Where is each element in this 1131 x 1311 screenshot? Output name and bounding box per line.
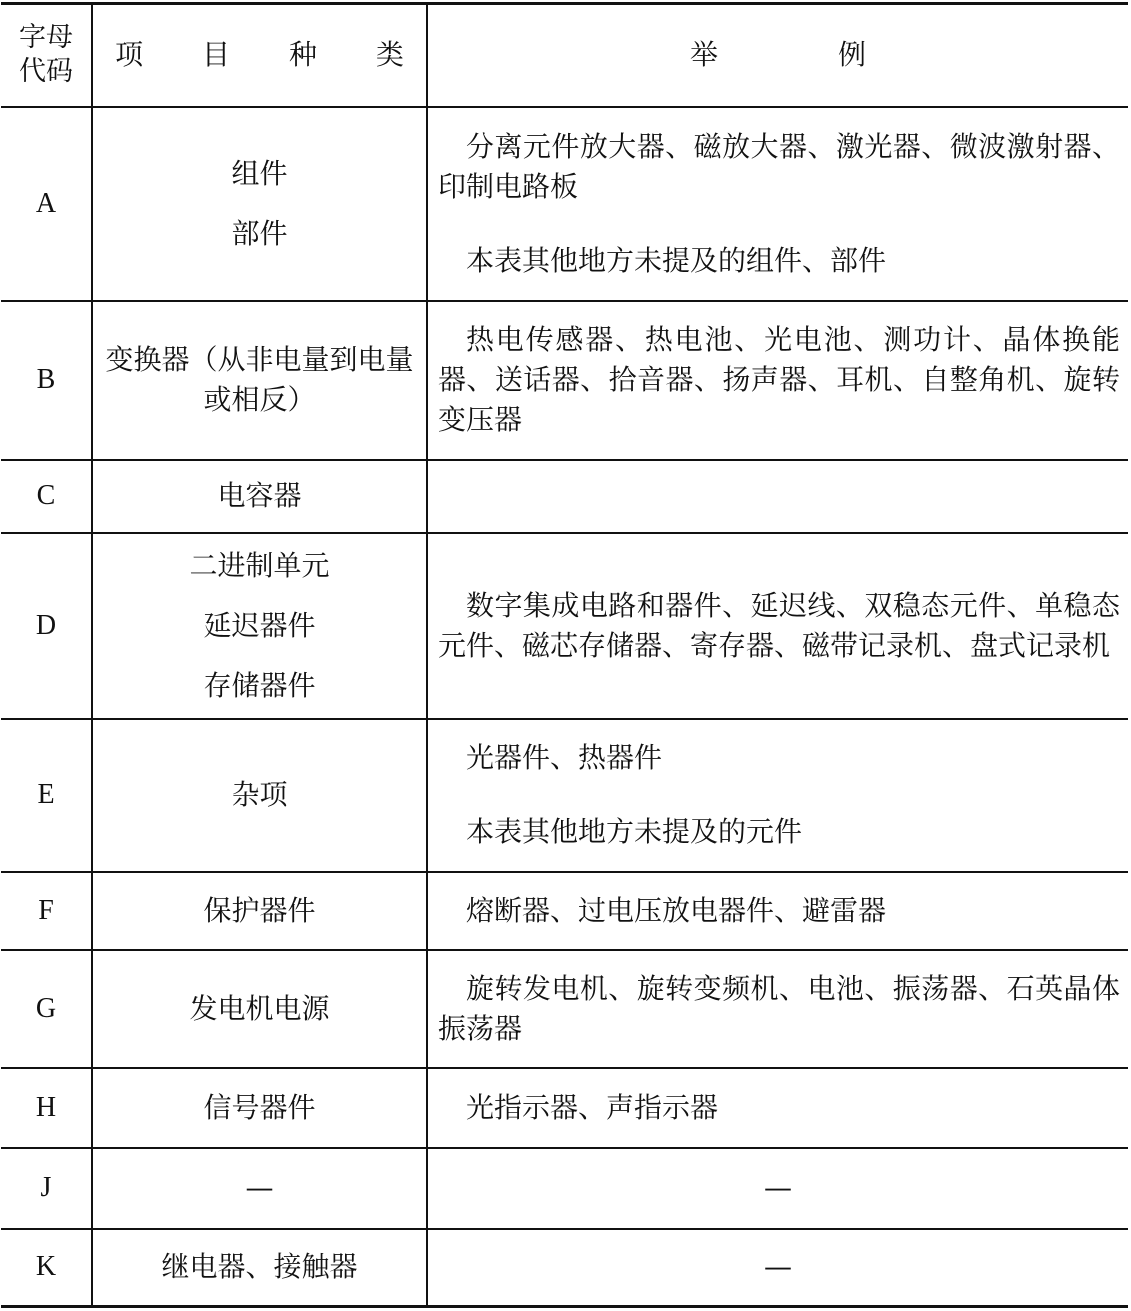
row-example-paragraph: 熔断器、过电压放电器件、避雷器	[466, 893, 887, 927]
row-type	[92, 950, 427, 1068]
table-row	[1, 719, 1128, 872]
row-example-paragraph: 光指示器、声指示器	[466, 1090, 719, 1124]
row-type-line: 延迟器件	[203, 608, 316, 642]
row-example-paragraph: 数字集成电路和器件、延迟线、双稳态元件、单稳态元件、磁芯存储器、寄存器、磁带记录机、盘式记录机	[438, 588, 1120, 662]
row-example-paragraph: 热电传感器、热电池、光电池、测功计、晶体换能器、送话器、拾音器、扬声器、耳机、自整角机、旋转变压器	[438, 323, 1120, 436]
row-code: K	[1, 1229, 92, 1307]
header-example-right: 例	[838, 38, 867, 72]
header-item-type	[92, 4, 427, 107]
row-type-line: 变换器（从非电量到电量或相反）	[105, 343, 414, 416]
row-type	[92, 719, 427, 872]
row-type	[92, 533, 427, 719]
row-example	[427, 460, 1128, 533]
table-row	[1, 872, 1128, 950]
row-type	[92, 301, 427, 460]
row-example: —	[427, 1229, 1128, 1307]
header-example-left: 举	[689, 38, 718, 72]
row-type-line: 保护器件	[203, 893, 316, 927]
header-letter-code-line1: 字母	[19, 22, 73, 54]
header-item-type-label: 项 目 种 类	[115, 38, 422, 72]
row-code: A	[1, 107, 92, 301]
row-code: H	[1, 1068, 92, 1148]
row-example-paragraph: 旋转发电机、旋转变频机、电池、振荡器、石英晶体振荡器	[438, 971, 1120, 1045]
row-type	[92, 1068, 427, 1148]
row-example-paragraph: 本表其他地方未提及的元件	[466, 815, 803, 848]
row-type	[92, 872, 427, 950]
row-code: C	[1, 460, 92, 533]
table-row	[1, 107, 1128, 301]
row-type-line: —	[245, 1171, 274, 1204]
row-type-line: 发电机电源	[189, 991, 330, 1025]
table-row	[1, 460, 1128, 533]
row-example	[427, 1068, 1128, 1148]
letter-code-table	[1, 2, 1128, 1308]
row-code: J	[1, 1148, 92, 1229]
row-type-line: 电容器	[217, 479, 302, 512]
row-type-line: 杂项	[231, 778, 288, 811]
row-type	[92, 1148, 427, 1229]
header-letter-code-line2: 代码	[19, 56, 73, 88]
row-type-line: 部件	[231, 216, 288, 250]
row-code: E	[1, 719, 92, 872]
row-example	[427, 950, 1128, 1068]
row-example: —	[427, 1148, 1128, 1229]
row-example-paragraph: 本表其他地方未提及的组件、部件	[466, 243, 887, 277]
header-example	[427, 4, 1128, 107]
row-type-line: 二进制单元	[189, 548, 330, 582]
table-row	[1, 301, 1128, 460]
row-type	[92, 460, 427, 533]
table-row	[1, 1148, 1128, 1229]
row-type-line: 组件	[231, 156, 288, 190]
row-example	[427, 872, 1128, 950]
row-example	[427, 301, 1128, 460]
table-row	[1, 1068, 1128, 1148]
row-type	[92, 1229, 427, 1307]
table-row	[1, 950, 1128, 1068]
row-code: D	[1, 533, 92, 719]
row-type-line: 继电器、接触器	[161, 1250, 358, 1284]
row-example-paragraph: 分离元件放大器、磁放大器、激光器、微波激射器、印制电路板	[438, 129, 1120, 203]
row-code: B	[1, 301, 92, 460]
row-type-line: 存储器件	[203, 668, 316, 702]
row-example	[427, 533, 1128, 719]
table-row	[1, 533, 1128, 719]
row-example	[427, 107, 1128, 301]
row-code: F	[1, 872, 92, 950]
header-letter-code	[1, 4, 92, 107]
row-code: G	[1, 950, 92, 1068]
table-row	[1, 1229, 1128, 1307]
row-example	[427, 719, 1128, 872]
row-type-line: 信号器件	[203, 1090, 316, 1124]
table-header-row	[1, 4, 1128, 107]
row-example-paragraph: 光器件、热器件	[466, 741, 663, 774]
row-type	[92, 107, 427, 301]
